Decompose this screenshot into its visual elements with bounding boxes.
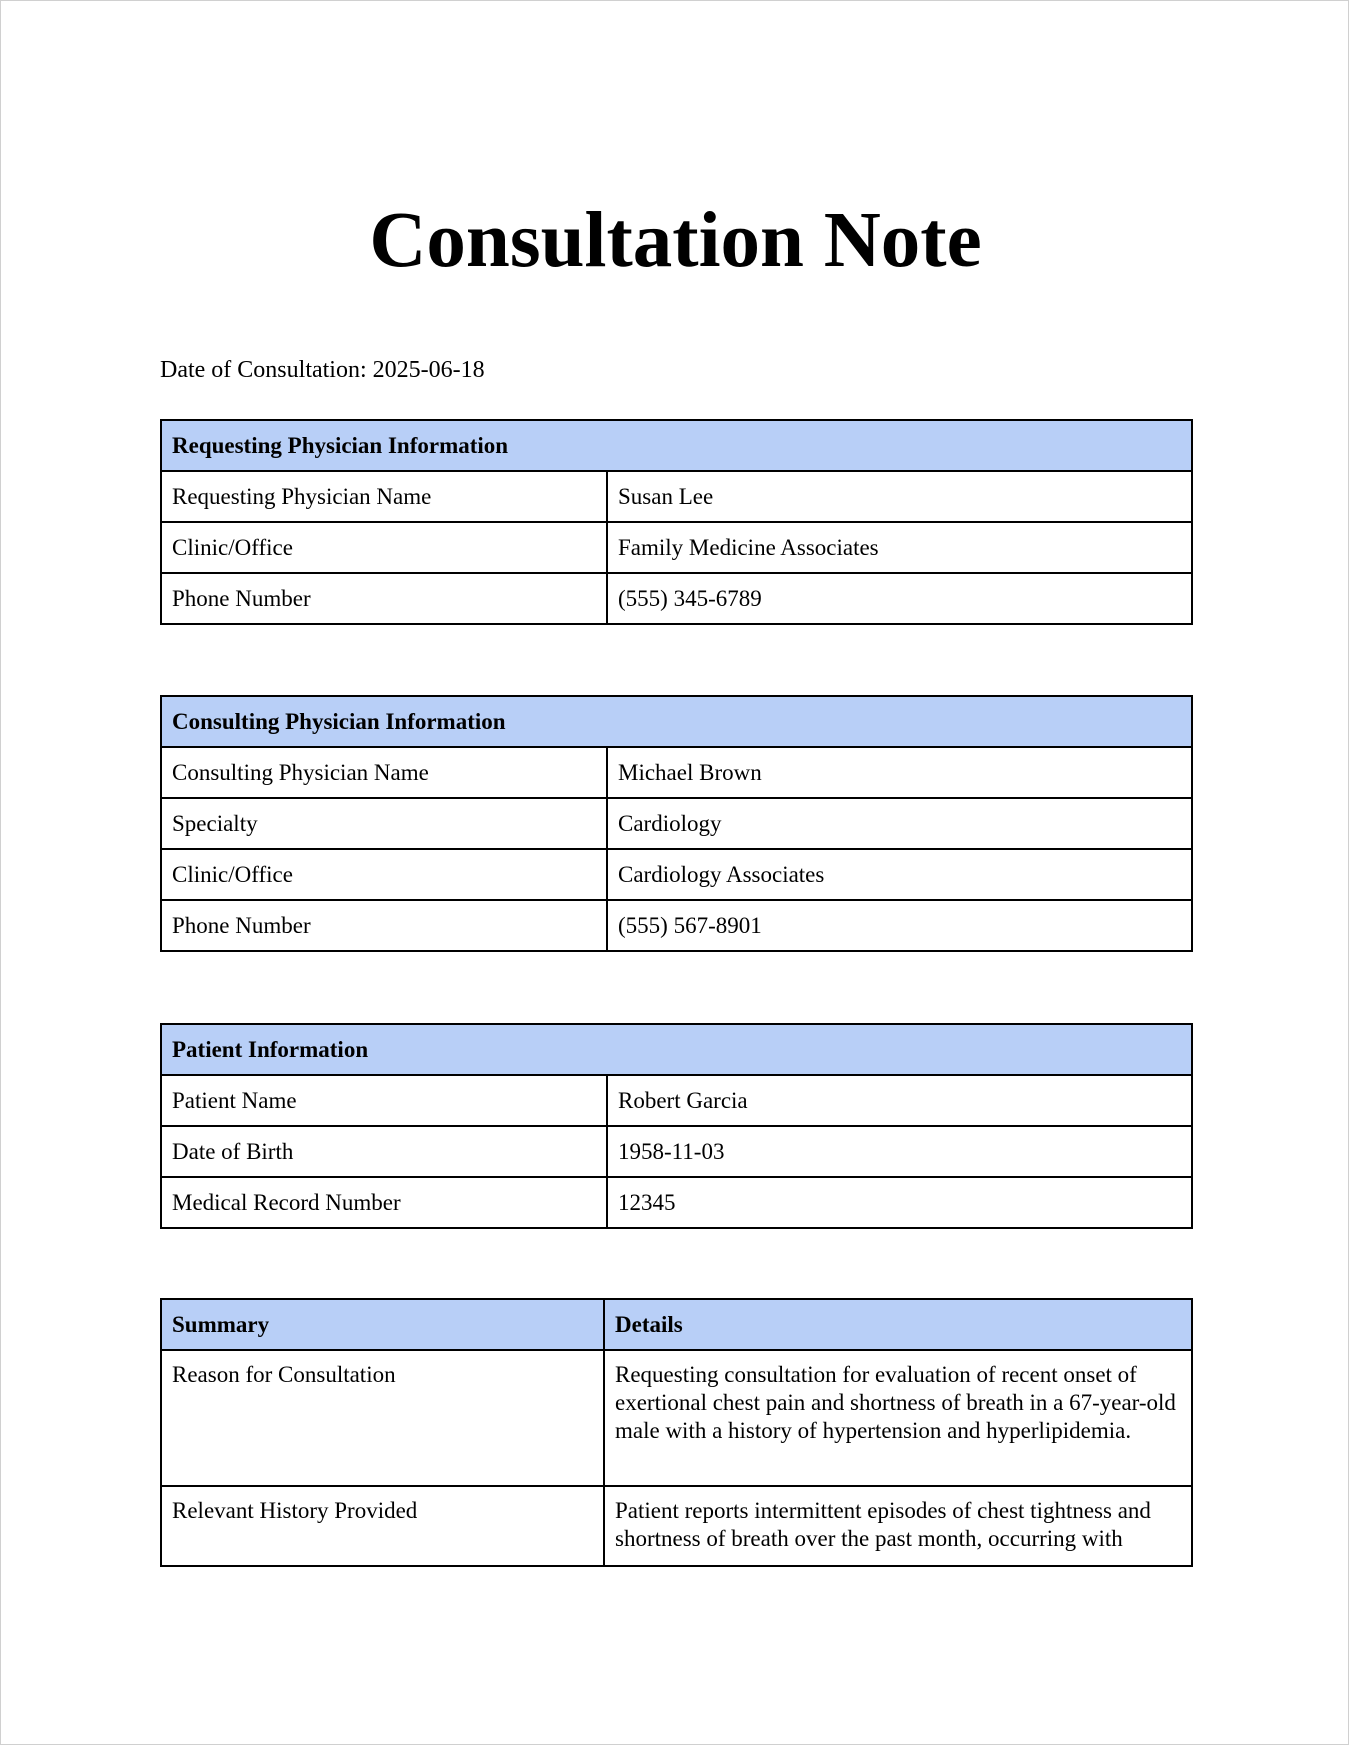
requesting-physician-header: Requesting Physician Information <box>161 420 1192 471</box>
table-row <box>161 1486 1192 1566</box>
table-header-row <box>161 1024 1192 1075</box>
consulting-physician-table <box>160 695 1193 952</box>
row-value: Robert Garcia <box>607 1075 1192 1126</box>
row-label: Clinic/Office <box>161 849 607 900</box>
table-row <box>161 1177 1192 1228</box>
row-value: 12345 <box>607 1177 1192 1228</box>
row-label: Date of Birth <box>161 1126 607 1177</box>
row-value: Cardiology Associates <box>607 849 1192 900</box>
table-row <box>161 900 1192 951</box>
row-label: Phone Number <box>161 573 607 624</box>
row-label: Relevant History Provided <box>161 1486 604 1566</box>
row-value: Cardiology <box>607 798 1192 849</box>
requesting-physician-table <box>160 419 1193 625</box>
row-value: (555) 567-8901 <box>607 900 1192 951</box>
table-row <box>161 849 1192 900</box>
consultation-date <box>160 355 485 385</box>
table-row <box>161 573 1192 624</box>
table-row <box>161 1350 1192 1486</box>
row-value: Requesting consultation for evaluation of recent onset of exertional chest pain and shortness of breath in a 67-year-old male with a history of hypertension and hyperlipidemia. <box>604 1350 1192 1486</box>
row-value: Patient reports intermittent episodes of chest tightness and shortness of breath over the past month, occurring with <box>604 1486 1192 1566</box>
row-label: Reason for Consultation <box>161 1350 604 1486</box>
row-value: (555) 345-6789 <box>607 573 1192 624</box>
patient-information-table <box>160 1023 1193 1229</box>
summary-header: Summary <box>161 1299 604 1350</box>
row-value: Family Medicine Associates <box>607 522 1192 573</box>
table-header-row <box>161 420 1192 471</box>
details-header: Details <box>604 1299 1192 1350</box>
table-row <box>161 522 1192 573</box>
row-label: Medical Record Number <box>161 1177 607 1228</box>
table-row <box>161 798 1192 849</box>
row-value: Susan Lee <box>607 471 1192 522</box>
table-row <box>161 1075 1192 1126</box>
table-row <box>161 471 1192 522</box>
row-value: Michael Brown <box>607 747 1192 798</box>
patient-information-header: Patient Information <box>161 1024 1192 1075</box>
consultation-date-label: Date of Consultation: <box>160 357 367 383</box>
row-value: 1958-11-03 <box>607 1126 1192 1177</box>
summary-table <box>160 1298 1193 1567</box>
consulting-physician-header: Consulting Physician Information <box>161 696 1192 747</box>
table-header-row <box>161 696 1192 747</box>
row-label: Phone Number <box>161 900 607 951</box>
consultation-date-value: 2025-06-18 <box>372 357 485 383</box>
row-label: Specialty <box>161 798 607 849</box>
table-row <box>161 747 1192 798</box>
table-row <box>161 1126 1192 1177</box>
table-header-row <box>161 1299 1192 1350</box>
row-label: Consulting Physician Name <box>161 747 607 798</box>
row-label: Clinic/Office <box>161 522 607 573</box>
row-label: Patient Name <box>161 1075 607 1126</box>
page-title: Consultation Note <box>369 197 982 284</box>
row-label: Requesting Physician Name <box>161 471 607 522</box>
